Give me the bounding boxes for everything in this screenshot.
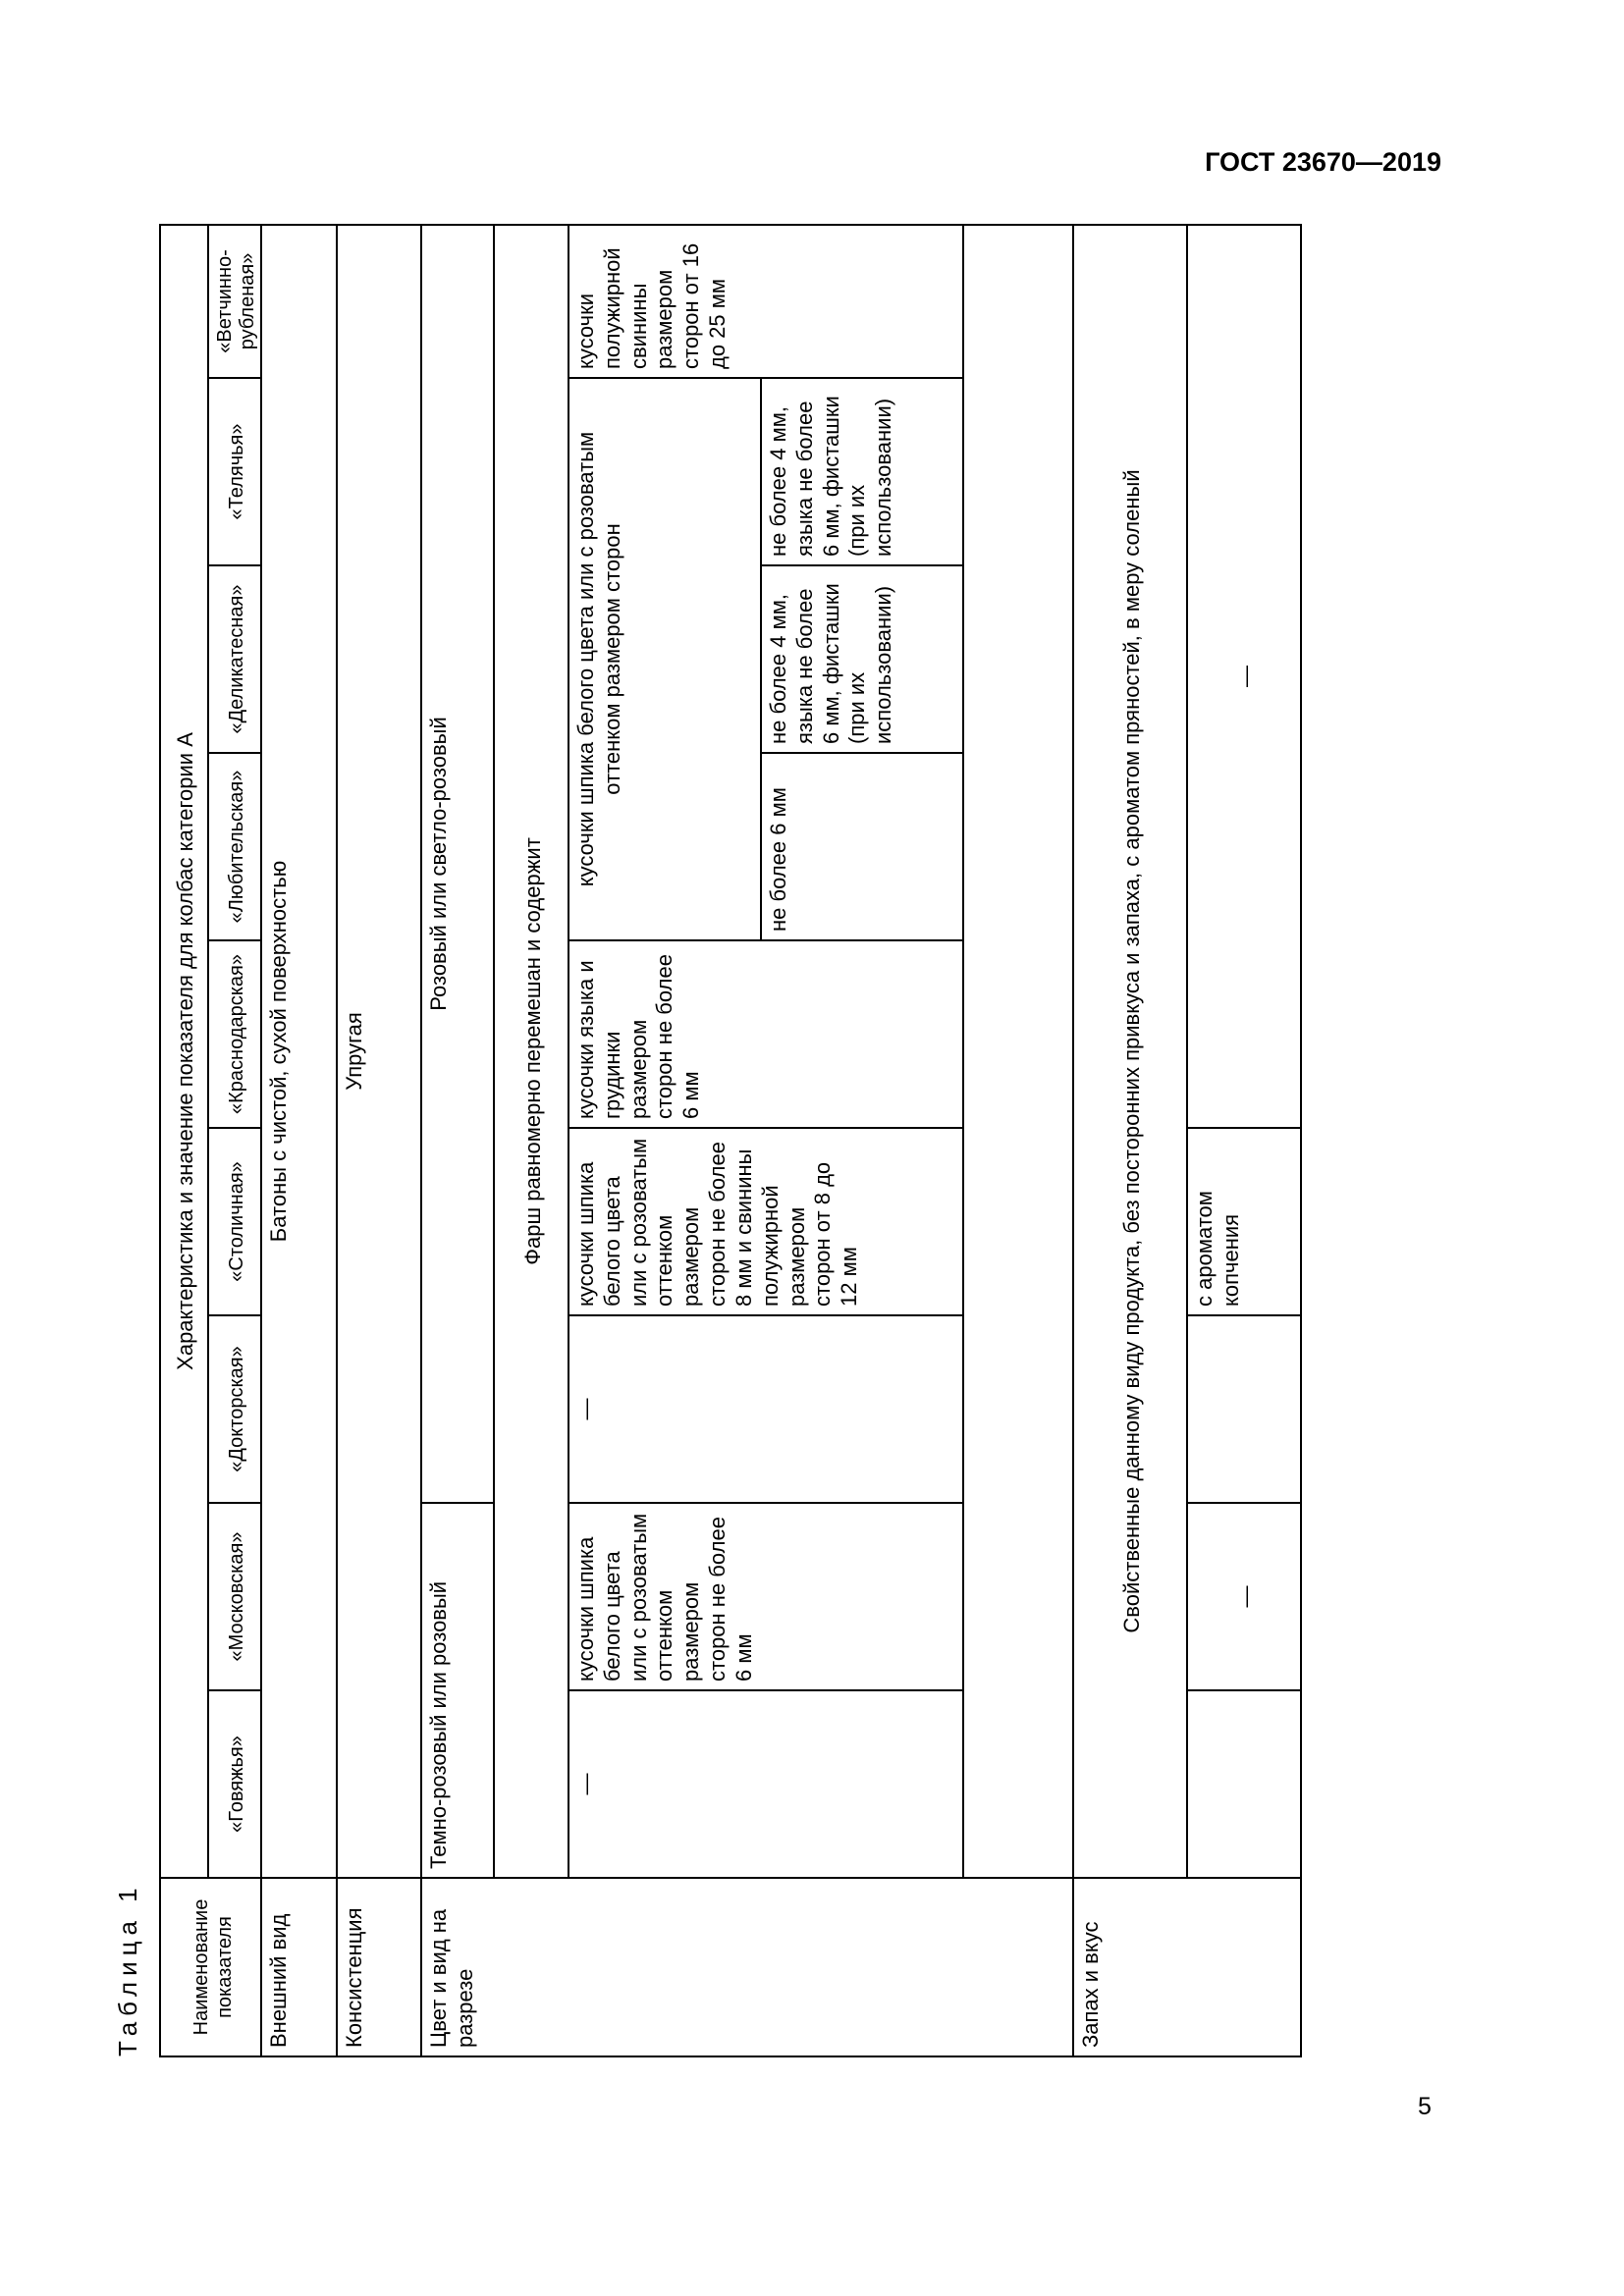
row-label-consistency: Консистенция	[337, 1878, 421, 2056]
row-label-appearance: Внешний вид	[261, 1878, 337, 2056]
indicator-header: Наименование показателя	[160, 1878, 261, 2056]
color-stolichnaya-cell: кусочки шпика белого цвета или с розоватым оттенком размером сторон не более 8 мм и свинины полужирной размером сторон от 8 до 12 мм	[568, 1128, 963, 1315]
color-delikatesnaya-cell: не более 4 мм, языка не более 6 мм, фисташки (при их использовании)	[761, 565, 963, 753]
color-dark-value: Темно-розовый или розовый	[421, 1503, 494, 1878]
smell-moskovskaya-dash: —	[1232, 1585, 1258, 1608]
consistency-value: Упругая	[337, 225, 421, 1878]
smell-stolichnaya-cell: с ароматом копчения	[1187, 1128, 1301, 1315]
mince-description: Фарш равномерно перемешан и содержит	[494, 225, 568, 1878]
column-header-krasnodarskaya: «Краснодарская»	[208, 940, 261, 1128]
document-code: ГОСТ 23670—2019	[1205, 147, 1441, 177]
group-header: Характеристика и значение показателя для колбас категории А	[160, 225, 208, 1878]
color-lyubitelskaya-cell: не более 6 мм	[761, 753, 963, 940]
color-group-lyub-del-tel: кусочки шпика белого цвета или с розоватым оттенком размером сторон	[568, 378, 761, 940]
sausage-quality-table	[159, 224, 1302, 2057]
column-header-govyazhya: «Говяжья»	[208, 1690, 261, 1878]
column-header-stolichnaya: «Столичная»	[208, 1128, 261, 1315]
color-vetchinno-cell: кусочки полужирной свинины размером сторон от 16 до 25 мм	[568, 225, 963, 378]
color-govyazhya-dash: —	[573, 1773, 598, 1795]
column-header-delikatesnaya: «Деликатесная»	[208, 565, 261, 753]
column-header-lyubitelskaya: «Любительская»	[208, 753, 261, 940]
color-blank-row	[963, 225, 1073, 1878]
color-govyazhya-cell	[568, 1690, 963, 1878]
color-moskovskaya-cell: кусочки шпика белого цвета или с розоватым оттенком размером сторон не более 6 мм	[568, 1503, 963, 1690]
table-caption: Таблица 1	[113, 1882, 142, 2056]
smell-rest-cell	[1187, 225, 1301, 1128]
color-doktorskaya-cell	[568, 1315, 963, 1503]
page-number: 5	[1418, 2093, 1432, 2120]
smell-govyazhya-cell	[1187, 1690, 1301, 1878]
color-telyachya-cell: не более 4 мм, языка не более 6 мм, фисташки (при их использовании)	[761, 378, 963, 565]
color-krasnodarskaya-cell: кусочки языка и грудинки размером сторон не более 6 мм	[568, 940, 963, 1128]
column-header-doktorskaya: «Докторская»	[208, 1315, 261, 1503]
color-light-value: Розовый или светло-розовый	[421, 225, 494, 1503]
smell-moskovskaya-cell	[1187, 1503, 1301, 1690]
smell-common-value: Свойственные данному виду продукта, без посторонних привкуса и запаха, с ароматом пряностей, в меру соленый	[1073, 225, 1187, 1878]
column-header-moskovskaya: «Московская»	[208, 1503, 261, 1690]
row-label-smell: Запах и вкус	[1073, 1878, 1301, 2056]
row-label-color: Цвет и вид на разрезе	[421, 1878, 1073, 2056]
appearance-value: Батоны с чистой, сухой поверхностью	[261, 225, 337, 1878]
column-header-telyachya: «Телячья»	[208, 378, 261, 565]
smell-doktorskaya-cell	[1187, 1315, 1301, 1503]
color-doktorskaya-dash: —	[573, 1398, 598, 1420]
column-header-vetchinno-rublenaya: «Ветчинно-рубленая»	[208, 225, 261, 378]
rotated-table-block	[88, 157, 1258, 2081]
smell-rest-dash: —	[1232, 665, 1258, 687]
